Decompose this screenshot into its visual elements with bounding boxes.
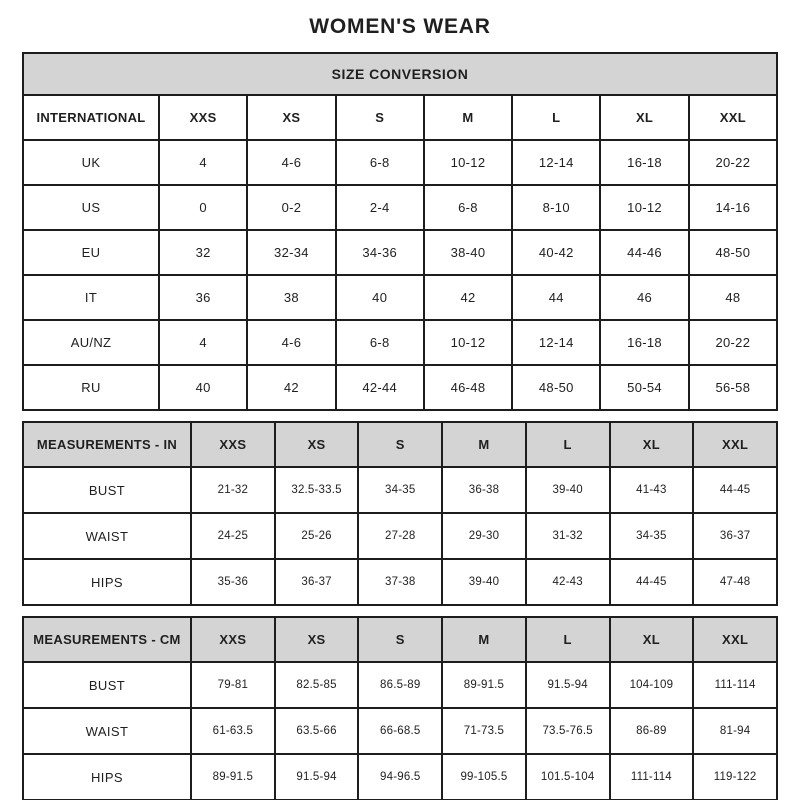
measurements-cm-table [22, 616, 778, 800]
measurement-value: 86-89 [610, 708, 694, 754]
size-value: 0 [159, 185, 247, 230]
measurement-value: 111-114 [693, 662, 777, 708]
size-value: 14-16 [689, 185, 777, 230]
measurement-value: 86.5-89 [358, 662, 442, 708]
measurement-value: 32.5-33.5 [275, 467, 359, 513]
measurement-value: 66-68.5 [358, 708, 442, 754]
measurement-value: 29-30 [442, 513, 526, 559]
region-label: IT [23, 275, 159, 320]
size-value: 16-18 [600, 140, 688, 185]
size-value: 16-18 [600, 320, 688, 365]
region-label: RU [23, 365, 159, 410]
measurements-unit-header: MEASUREMENTS - CM [23, 617, 191, 662]
size-value: 32-34 [247, 230, 335, 275]
size-value: 34-36 [336, 230, 424, 275]
column-header-size: S [358, 422, 442, 467]
size-conversion-table [22, 52, 778, 411]
size-value: 40-42 [512, 230, 600, 275]
size-value: 20-22 [689, 320, 777, 365]
size-value: 42 [247, 365, 335, 410]
region-label: US [23, 185, 159, 230]
measurement-label: WAIST [23, 513, 191, 559]
size-value: 48-50 [512, 365, 600, 410]
measurement-value: 61-63.5 [191, 708, 275, 754]
measurements-in-header-row [23, 422, 777, 467]
measurement-value: 101.5-104 [526, 754, 610, 800]
measurement-value: 47-48 [693, 559, 777, 605]
column-header-size: S [336, 95, 424, 140]
column-header-size: XS [275, 422, 359, 467]
region-label: EU [23, 230, 159, 275]
column-header-size: XXL [693, 422, 777, 467]
column-header-size: L [526, 617, 610, 662]
size-value: 12-14 [512, 320, 600, 365]
measurements-unit-header: MEASUREMENTS - IN [23, 422, 191, 467]
size-value: 6-8 [336, 320, 424, 365]
column-header-size: XXL [689, 95, 777, 140]
measurement-label: BUST [23, 467, 191, 513]
column-header-size: XXS [159, 95, 247, 140]
measurement-label: HIPS [23, 754, 191, 800]
measurement-value: 36-37 [275, 559, 359, 605]
measurement-row [23, 708, 777, 754]
measurement-value: 25-26 [275, 513, 359, 559]
measurement-value: 89-91.5 [191, 754, 275, 800]
size-conversion-row [23, 185, 777, 230]
size-value: 6-8 [424, 185, 512, 230]
measurement-value: 24-25 [191, 513, 275, 559]
size-value: 44-46 [600, 230, 688, 275]
size-value: 38-40 [424, 230, 512, 275]
size-conversion-row [23, 230, 777, 275]
measurement-value: 82.5-85 [275, 662, 359, 708]
size-value: 48-50 [689, 230, 777, 275]
column-header-size: XXL [693, 617, 777, 662]
size-conversion-title: SIZE CONVERSION [23, 53, 777, 95]
size-conversion-row [23, 365, 777, 410]
size-value: 46 [600, 275, 688, 320]
size-value: 56-58 [689, 365, 777, 410]
size-value: 42 [424, 275, 512, 320]
column-header-size: M [424, 95, 512, 140]
measurement-value: 37-38 [358, 559, 442, 605]
size-value: 10-12 [600, 185, 688, 230]
size-value: 10-12 [424, 140, 512, 185]
measurement-value: 119-122 [693, 754, 777, 800]
measurement-value: 79-81 [191, 662, 275, 708]
size-value: 20-22 [689, 140, 777, 185]
column-header-size: XXS [191, 422, 275, 467]
measurement-value: 63.5-66 [275, 708, 359, 754]
size-value: 40 [159, 365, 247, 410]
measurement-value: 42-43 [526, 559, 610, 605]
measurement-row [23, 662, 777, 708]
size-conversion-columns-row [23, 95, 777, 140]
column-header-size: L [526, 422, 610, 467]
measurement-value: 34-35 [358, 467, 442, 513]
measurement-label: BUST [23, 662, 191, 708]
size-value: 38 [247, 275, 335, 320]
measurement-value: 73.5-76.5 [526, 708, 610, 754]
size-value: 50-54 [600, 365, 688, 410]
measurement-row [23, 513, 777, 559]
measurement-value: 34-35 [610, 513, 694, 559]
column-header-size: XXS [191, 617, 275, 662]
measurement-value: 36-38 [442, 467, 526, 513]
column-header-size: XL [600, 95, 688, 140]
measurement-value: 36-37 [693, 513, 777, 559]
measurement-value: 44-45 [610, 559, 694, 605]
size-value: 8-10 [512, 185, 600, 230]
size-value: 4-6 [247, 320, 335, 365]
size-conversion-row [23, 275, 777, 320]
measurement-label: WAIST [23, 708, 191, 754]
size-value: 0-2 [247, 185, 335, 230]
size-value: 44 [512, 275, 600, 320]
size-value: 10-12 [424, 320, 512, 365]
page-title: WOMEN'S WEAR [309, 15, 491, 38]
measurement-value: 39-40 [442, 559, 526, 605]
measurement-value: 21-32 [191, 467, 275, 513]
measurement-value: 91.5-94 [275, 754, 359, 800]
column-header-size: XL [610, 422, 694, 467]
measurements-cm-header-row [23, 617, 777, 662]
measurements-in-table [22, 421, 778, 606]
measurement-value: 27-28 [358, 513, 442, 559]
size-value: 2-4 [336, 185, 424, 230]
size-value: 40 [336, 275, 424, 320]
column-header-size: XS [247, 95, 335, 140]
measurement-row [23, 559, 777, 605]
column-header-size: M [442, 422, 526, 467]
size-value: 4-6 [247, 140, 335, 185]
size-value: 46-48 [424, 365, 512, 410]
measurement-label: HIPS [23, 559, 191, 605]
size-value: 12-14 [512, 140, 600, 185]
size-value: 48 [689, 275, 777, 320]
size-conversion-row [23, 140, 777, 185]
measurement-value: 94-96.5 [358, 754, 442, 800]
size-value: 4 [159, 140, 247, 185]
measurement-value: 81-94 [693, 708, 777, 754]
size-value: 42-44 [336, 365, 424, 410]
measurement-value: 31-32 [526, 513, 610, 559]
size-value: 36 [159, 275, 247, 320]
size-conversion-header-row [23, 53, 777, 95]
measurement-value: 35-36 [191, 559, 275, 605]
measurement-value: 91.5-94 [526, 662, 610, 708]
column-header-size: XL [610, 617, 694, 662]
size-value: 4 [159, 320, 247, 365]
column-header-size: XS [275, 617, 359, 662]
measurement-value: 99-105.5 [442, 754, 526, 800]
size-value: 6-8 [336, 140, 424, 185]
measurement-value: 104-109 [610, 662, 694, 708]
region-label: AU/NZ [23, 320, 159, 365]
column-header-size: M [442, 617, 526, 662]
column-header-size: L [512, 95, 600, 140]
size-conversion-row [23, 320, 777, 365]
measurement-row [23, 467, 777, 513]
column-header-international: INTERNATIONAL [23, 95, 159, 140]
measurement-row [23, 754, 777, 800]
measurement-value: 44-45 [693, 467, 777, 513]
column-header-size: S [358, 617, 442, 662]
measurement-value: 89-91.5 [442, 662, 526, 708]
measurement-value: 71-73.5 [442, 708, 526, 754]
measurement-value: 39-40 [526, 467, 610, 513]
measurement-value: 41-43 [610, 467, 694, 513]
size-value: 32 [159, 230, 247, 275]
region-label: UK [23, 140, 159, 185]
measurement-value: 111-114 [610, 754, 694, 800]
